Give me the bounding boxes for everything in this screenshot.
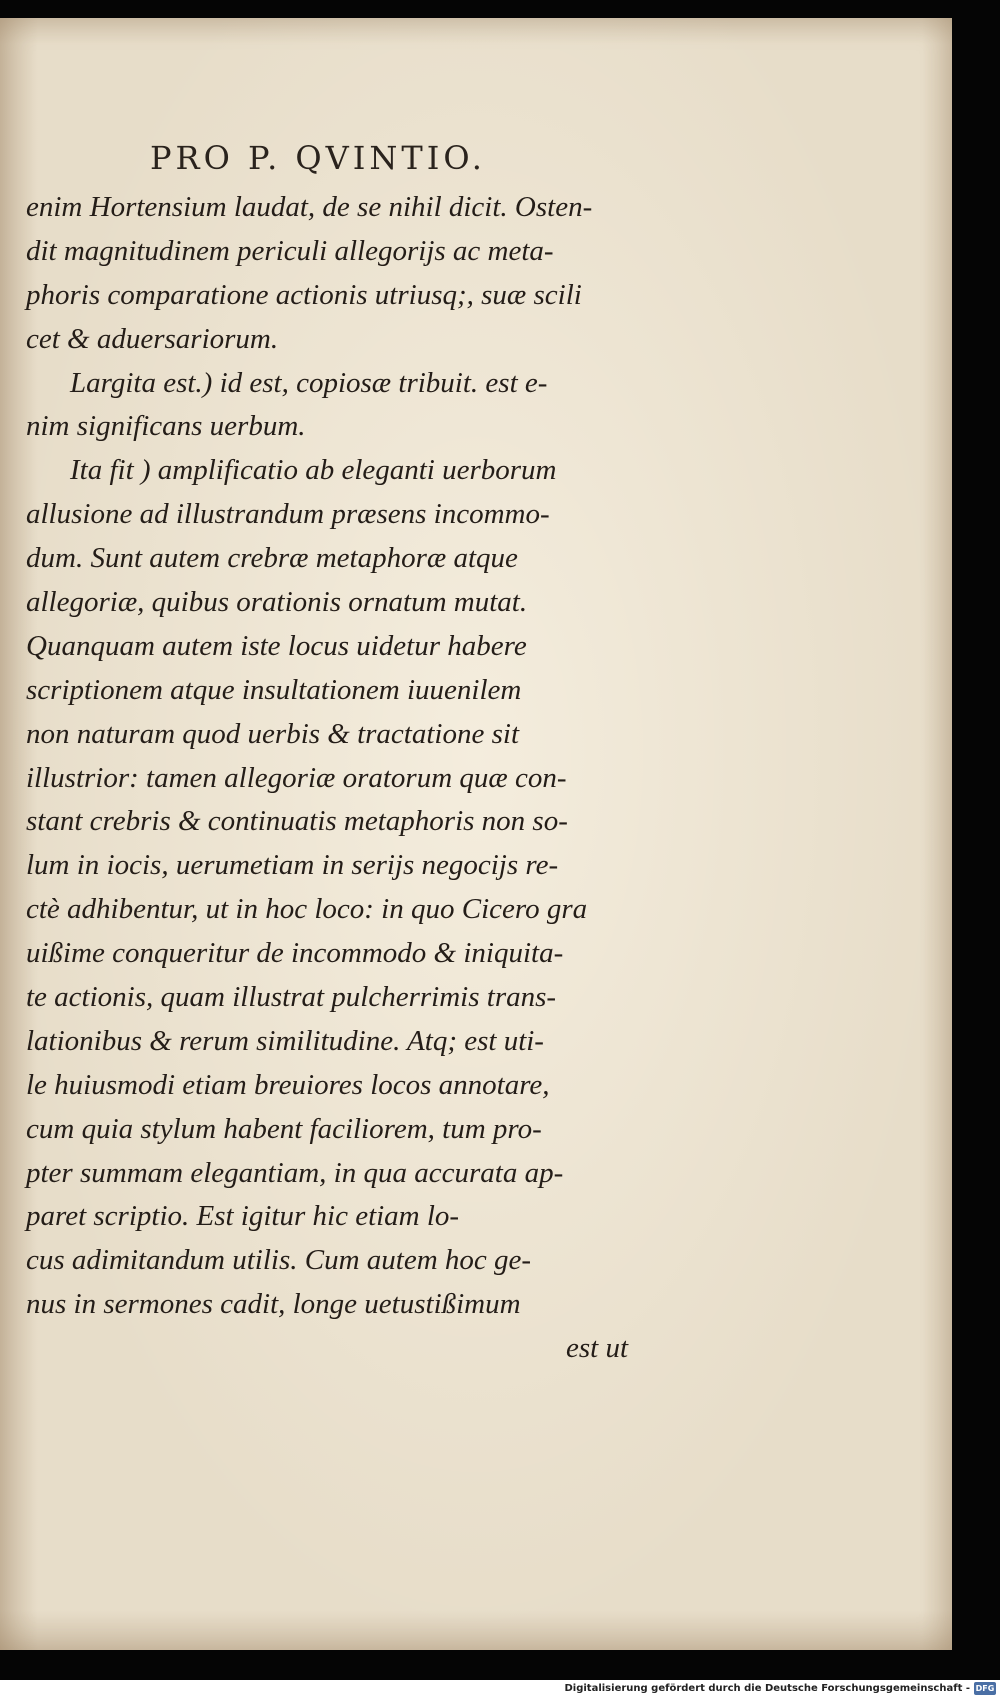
text-line: phoris comparatione actionis utriusq;, suæ scili [26, 278, 582, 311]
text-line: nus in sermones cadit, longe uetustißimum [26, 1288, 521, 1321]
text-line: Ita fit ) amplificatio ab eleganti uerborum [70, 454, 557, 487]
text-line: lum in iocis, uerumetiam in serijs negocijs re- [26, 849, 559, 882]
text-line: paret scriptio. Est igitur hic etiam lo- [26, 1200, 460, 1233]
text-line: non naturam quod uerbis & tractatione sit [26, 717, 519, 750]
text-line: allusione ad illustrandum præsens incommo- [26, 498, 550, 531]
book-page [0, 18, 952, 1650]
text-line: nim significans uerbum. [26, 410, 306, 443]
text-line: te actionis, quam illustrat pulcherrimis trans- [26, 981, 557, 1014]
text-line: cet & aduersariorum. [26, 322, 279, 355]
text-line: ctè adhibentur, ut in hoc loco: in quo Cicero gra [26, 893, 588, 926]
text-block [26, 186, 706, 1371]
text-line: dit magnitudinem periculi allegorijs ac meta- [26, 234, 554, 267]
text-line: cum quia stylum habent faciliorem, tum pro- [26, 1112, 542, 1145]
running-header: PRO P. QVINTIO. [150, 139, 486, 177]
text-line: dum. Sunt autem crebræ metaphoræ atque [26, 542, 518, 575]
text-line: uißime conqueritur de incommodo & iniquita- [26, 937, 564, 970]
footer-bar [0, 1680, 1000, 1697]
text-line: enim Hortensium laudat, de se nihil dicit. Osten- [26, 191, 593, 223]
text-line: Largita est.) id est, copiosæ tribuit. est e- [70, 366, 548, 399]
text-line: cus adimitandum utilis. Cum autem hoc ge- [26, 1244, 532, 1277]
funding-credit: Digitalisierung gefördert durch die Deutsche Forschungsgemeinschaft - [564, 1683, 970, 1694]
text-line: illustrior: tamen allegoriæ oratorum quæ con- [26, 761, 567, 794]
text-line: pter summam elegantiam, in qua accurata ap- [26, 1156, 564, 1189]
text-line: scriptionem atque insultationem iuuenilem [26, 673, 522, 706]
text-line: allegoriæ, quibus orationis ornatum mutat. [26, 586, 528, 619]
text-line: le huiusmodi etiam breuiores locos annotare, [26, 1068, 550, 1101]
text-line: stant crebris & continuatis metaphoris non so- [26, 805, 568, 838]
text-line: lationibus & rerum similitudine. Atq; est uti- [26, 1024, 544, 1057]
catchword: est ut [566, 1332, 629, 1365]
text-line: Quanquam autem iste locus uidetur habere [26, 629, 527, 662]
dfg-logo-icon: DFG [975, 1684, 995, 1693]
